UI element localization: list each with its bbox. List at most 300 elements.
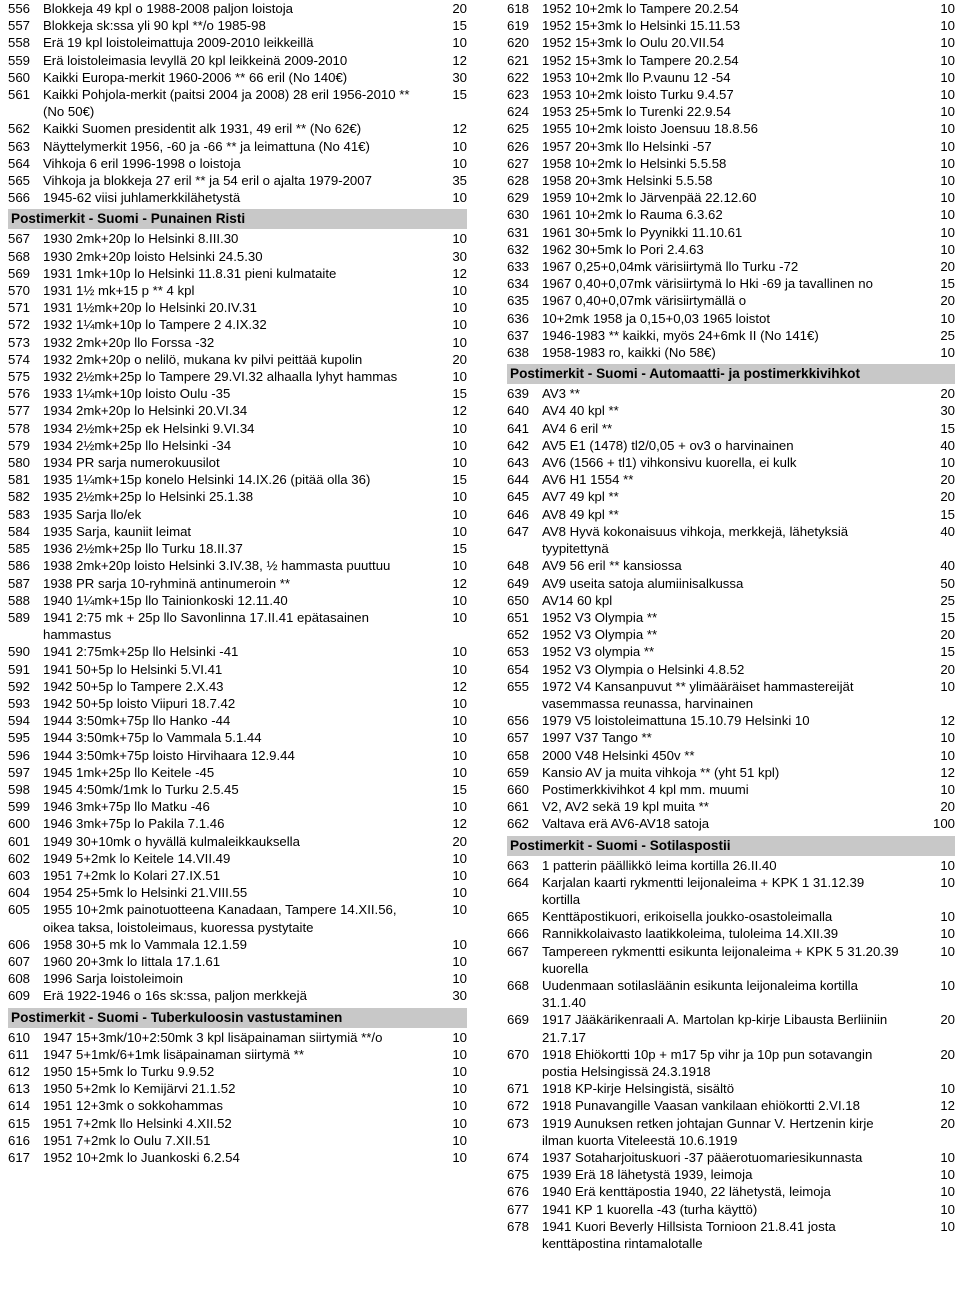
lot-number: 614 — [8, 1098, 31, 1114]
lot-price: 10 — [452, 317, 467, 333]
lot-number: 662 — [507, 816, 530, 832]
lot-number: 657 — [507, 730, 530, 746]
lot-price: 10 — [452, 713, 467, 729]
lot-price: 10 — [452, 730, 467, 746]
lot-entry — [8, 695, 467, 712]
lot-price: 10 — [452, 850, 467, 866]
lot-entry — [8, 351, 467, 368]
lot-description: 1951 7+2mk llo Helsinki 4.XII.52 — [43, 1115, 232, 1131]
lot-description: 1944 3:50mk+75p llo Hanko -44 — [43, 713, 231, 729]
lot-description: 1941 2:75 mk + 25p llo Savonlinna 17.II.41 epätasainen hammastus — [43, 609, 369, 643]
lot-price: 10 — [940, 69, 955, 85]
lot-entry — [507, 764, 955, 781]
lot-number: 640 — [507, 403, 530, 419]
lot-price: 20 — [940, 386, 955, 402]
lot-description: 1945 4:50mk/1mk lo Turku 2.5.45 — [43, 781, 239, 797]
lot-entry — [8, 850, 467, 867]
lot-entry — [8, 661, 467, 678]
lot-price: 12 — [452, 403, 467, 419]
lot-entry — [8, 155, 467, 172]
lot-price: 10 — [452, 138, 467, 154]
lot-price: 20 — [940, 627, 955, 643]
lot-price: 10 — [452, 644, 467, 660]
lot-entry — [507, 120, 955, 137]
lot-entry — [8, 1097, 467, 1114]
lot-number: 600 — [8, 816, 31, 832]
lot-entry — [8, 987, 467, 1004]
lot-entry — [8, 557, 467, 574]
lot-price: 15 — [452, 18, 467, 34]
lot-price: 10 — [940, 1218, 955, 1234]
lot-price: 20 — [940, 661, 955, 677]
lot-entry — [507, 437, 955, 454]
lot-entry — [8, 506, 467, 523]
lot-entry — [507, 798, 955, 815]
lot-entry — [8, 936, 467, 953]
lot-entry — [8, 575, 467, 592]
lot-description: AV7 49 kpl ** — [542, 489, 619, 505]
lot-entry — [507, 857, 955, 874]
lot-description: 1961 30+5mk lo Pyynikki 11.10.61 — [542, 224, 743, 240]
lot-entry — [507, 86, 955, 103]
lot-price: 10 — [452, 1081, 467, 1097]
lot-price: 10 — [452, 885, 467, 901]
lot-entry — [8, 1132, 467, 1149]
lot-entry — [8, 282, 467, 299]
lot-number: 590 — [8, 644, 31, 660]
lot-price: 10 — [452, 300, 467, 316]
lot-description: 1934 2½mk+25p ek Helsinki 9.VI.34 — [43, 420, 255, 436]
lot-description: Kansio AV ja muita vihkoja ** (yht 51 kpl) — [542, 764, 780, 780]
lot-price: 10 — [940, 1, 955, 16]
lot-number: 574 — [8, 351, 31, 367]
lot-price: 10 — [452, 231, 467, 247]
lot-number: 624 — [507, 104, 530, 120]
lot-entry — [507, 17, 955, 34]
lot-number: 578 — [8, 420, 31, 436]
lot-price: 20 — [940, 1046, 955, 1062]
lot-description: 1967 0,25+0,04mk värisiirtymä llo Turku -72 — [542, 259, 799, 275]
lot-description: Vihkoja 6 eril 1996-1998 o loistoja — [43, 155, 241, 171]
lot-price: 10 — [452, 420, 467, 436]
lot-price: 10 — [940, 52, 955, 68]
lot-description: V2, AV2 sekä 19 kpl muita ** — [542, 799, 709, 815]
lot-entry — [507, 402, 955, 419]
lot-description: Blokkeja 49 kpl o 1988-2008 paljon loistoja — [43, 1, 294, 16]
lot-price: 10 — [940, 874, 955, 890]
lot-description: 1945 1mk+25p llo Keitele -45 — [43, 764, 215, 780]
lot-number: 630 — [507, 207, 530, 223]
lot-entry — [507, 1046, 955, 1080]
lot-number: 633 — [507, 259, 530, 275]
lot-entry — [507, 52, 955, 69]
lot-description: 1949 5+2mk lo Keitele 14.VII.49 — [43, 850, 231, 866]
lot-number: 665 — [507, 909, 530, 925]
lot-price: 12 — [452, 816, 467, 832]
lot-entry — [8, 1080, 467, 1097]
lot-entry — [507, 310, 955, 327]
lot-entry — [507, 34, 955, 51]
lot-description: AV4 6 eril ** — [542, 420, 613, 436]
lot-number: 674 — [507, 1150, 530, 1165]
lot-price: 20 — [940, 472, 955, 488]
lot-price: 12 — [452, 121, 467, 137]
lot-description: 1932 1¼mk+10p lo Tampere 2 4.IX.32 — [43, 317, 267, 333]
lot-number: 571 — [8, 300, 31, 316]
lot-number: 654 — [507, 661, 530, 677]
lot-entry — [507, 258, 955, 275]
lot-number: 636 — [507, 310, 530, 326]
lot-entry — [8, 1029, 467, 1046]
lot-description: 1933 1¼mk+10p loisto Oulu -35 — [43, 386, 231, 402]
lot-number: 643 — [507, 455, 530, 471]
lot-description: 1934 PR sarja numerokuusilot — [43, 455, 220, 471]
lot-number: 671 — [507, 1081, 530, 1097]
lot-number: 562 — [8, 121, 31, 137]
lot-number: 629 — [507, 190, 530, 206]
lot-number: 634 — [507, 276, 530, 292]
lot-number: 670 — [507, 1046, 530, 1062]
lot-entry — [507, 292, 955, 309]
lot-number: 617 — [8, 1150, 31, 1165]
lot-price: 20 — [940, 1115, 955, 1131]
lot-price: 10 — [452, 799, 467, 815]
lot-description: 1949 30+10mk o hyvällä kulmaleikkauksella — [43, 833, 300, 849]
lot-description: AV3 ** — [542, 386, 580, 402]
lot-description: 1935 Sarja llo/ek — [43, 506, 142, 522]
lot-description: 10+2mk 1958 ja 0,15+0,03 1965 loistot — [542, 310, 771, 326]
lot-number: 607 — [8, 953, 31, 969]
lot-number: 581 — [8, 472, 31, 488]
lot-price: 15 — [940, 644, 955, 660]
lot-entry — [507, 977, 955, 1011]
lot-entry — [8, 230, 467, 247]
lot-price: 35 — [452, 173, 467, 189]
lot-price: 10 — [940, 224, 955, 240]
lot-price: 10 — [940, 121, 955, 137]
lot-price: 15 — [452, 781, 467, 797]
lot-description: 1934 2mk+20p lo Helsinki 20.VI.34 — [43, 403, 248, 419]
lot-price: 12 — [940, 713, 955, 729]
lot-description: 1937 Sotaharjoitusk​uori -37 pääerotuomariesikunnasta — [542, 1150, 863, 1165]
lot-price: 10 — [940, 104, 955, 120]
lot-description: 1942 50+5p loisto Viipuri 18.7.42 — [43, 695, 236, 711]
lot-description: 1952 V3 Olympia o Helsinki 4.8.52 — [542, 661, 745, 677]
section-header: Postimerkit - Suomi - Punainen Risti — [8, 209, 467, 229]
lot-entry — [8, 729, 467, 746]
lot-number: 580 — [8, 455, 31, 471]
lot-description: 1932 2mk+20p llo Forssa -32 — [43, 334, 215, 350]
lot-description: 1957 20+3mk llo Helsinki -57 — [542, 138, 712, 154]
lot-price: 20 — [452, 833, 467, 849]
lot-description: Rannikkolaivasto laatikkoleima, tuloleima 14.XII.39 — [542, 926, 839, 942]
lot-description: 1958 10+2mk lo Helsinki 5.5.58 — [542, 155, 727, 171]
lot-description: Erä loistoleimasia levyllä 20 kpl leikkeinä 2009-2010 — [43, 52, 348, 68]
lot-entry — [8, 120, 467, 137]
lot-number: 631 — [507, 224, 530, 240]
lot-description: 1934 2½mk+25p llo Helsinki -34 — [43, 437, 232, 453]
lot-number: 632 — [507, 241, 530, 257]
lot-entry — [8, 970, 467, 987]
lot-price: 20 — [940, 489, 955, 505]
lot-description: 1952 15+3mk lo Helsinki 15.11.53 — [542, 18, 741, 34]
lot-number: 669 — [507, 1012, 530, 1028]
lot-number: 598 — [8, 781, 31, 797]
lot-number: 608 — [8, 971, 31, 987]
lot-number: 655 — [507, 678, 530, 694]
lot-price: 15 — [452, 541, 467, 557]
lot-price: 10 — [940, 310, 955, 326]
lot-description: 1932 2mk+20p o nelilö, mukana kv pilvi peittää kupolin — [43, 351, 363, 367]
lot-description: 1941 Kuori Beverly Hillsista Tornioon 21.8.41 josta kenttäpostina rintamalotalle — [542, 1218, 836, 1252]
lot-number: 658 — [507, 747, 530, 763]
lot-price: 20 — [452, 351, 467, 367]
lot-entry — [507, 729, 955, 746]
lot-entry — [507, 557, 955, 574]
lot-entry — [507, 609, 955, 626]
lot-number: 592 — [8, 678, 31, 694]
lot-number: 656 — [507, 713, 530, 729]
lot-price: 30 — [452, 248, 467, 264]
lot-description: 1958-1983 ro, kaikki (No 58€) — [542, 345, 716, 361]
lot-number: 641 — [507, 420, 530, 436]
lot-entry — [507, 1115, 955, 1149]
lot-number: 647 — [507, 523, 530, 539]
left-column — [8, 0, 467, 1166]
lot-number: 644 — [507, 472, 530, 488]
lot-description: AV6 (1566 + tl1) vihkonsivu kuorella, ei kulk — [542, 455, 797, 471]
lot-price: 20 — [452, 1, 467, 16]
lot-description: 1940 1¼mk+15p llo Tainionkoski 12.11.40 — [43, 592, 288, 608]
lot-number: 605 — [8, 902, 31, 918]
lot-entry — [507, 1149, 955, 1166]
lot-number: 582 — [8, 489, 31, 505]
lot-price: 15 — [452, 386, 467, 402]
lot-price: 12 — [452, 678, 467, 694]
lot-description: 1931 1½mk+20p lo Helsinki 20.IV.31 — [43, 300, 257, 316]
lot-description: 1935 Sarja, kauniit leimat — [43, 523, 192, 539]
lot-description: 1947 5+1mk/6+1mk lisäpainaman siirtymä ** — [43, 1046, 304, 1062]
lot-price: 20 — [940, 293, 955, 309]
lot-number: 615 — [8, 1115, 31, 1131]
lot-number: 595 — [8, 730, 31, 746]
lot-entry — [8, 678, 467, 695]
lot-price: 10 — [940, 241, 955, 257]
lot-price: 10 — [452, 35, 467, 51]
lot-number: 559 — [8, 52, 31, 68]
lot-number: 594 — [8, 713, 31, 729]
lot-number: 557 — [8, 18, 31, 34]
lot-description: 1954 25+5mk lo Helsinki 21.VIII.55 — [43, 885, 248, 901]
lot-number: 610 — [8, 1029, 31, 1045]
lot-number: 651 — [507, 609, 530, 625]
lot-price: 10 — [452, 971, 467, 987]
lot-description: 1952 10+2mk lo Tampere 20.2.54 — [542, 1, 739, 16]
lot-entry — [507, 874, 955, 908]
lot-number: 652 — [507, 627, 530, 643]
lot-price: 10 — [452, 1029, 467, 1045]
lot-number: 616 — [8, 1132, 31, 1148]
lot-entry — [507, 592, 955, 609]
lot-entry — [507, 506, 955, 523]
lot-price: 40 — [940, 437, 955, 453]
lot-description: Uudenmaan sotilasläänin esikunta leijonaleima kortilla 31.1.40 — [542, 977, 858, 1011]
lot-price: 10 — [940, 173, 955, 189]
lot-description: 1952 15+3mk lo Oulu 20.VII.54 — [542, 35, 725, 51]
lot-number: 666 — [507, 926, 530, 942]
lot-description: 1938 PR sarja 10-ryhminä antinumeroin ** — [43, 575, 291, 591]
lot-number: 596 — [8, 747, 31, 763]
lot-entry — [8, 1063, 467, 1080]
lot-number: 618 — [507, 1, 530, 16]
lot-description: Kaikki Suomen presidentit alk 1931, 49 eril ** (No 62€) — [43, 121, 362, 137]
lot-price: 12 — [452, 575, 467, 591]
lot-price: 10 — [940, 747, 955, 763]
lot-description: 1950 5+2mk lo Kemijärvi 21.1.52 — [43, 1081, 236, 1097]
section-header: Postimerkit - Suomi - Tuberkuloosin vastustaminen — [8, 1008, 467, 1028]
lot-description: 1952 10+2mk lo Juankoski 6.2.54 — [43, 1150, 240, 1165]
lot-entry — [8, 609, 467, 643]
lot-price: 15 — [940, 420, 955, 436]
lot-description: 1953 10+2mk llo P.vaunu 12 -54 — [542, 69, 731, 85]
lot-price: 10 — [452, 953, 467, 969]
lot-price: 10 — [452, 190, 467, 206]
lot-number: 558 — [8, 35, 31, 51]
lot-number: 584 — [8, 523, 31, 539]
lot-entry — [8, 1149, 467, 1166]
lot-description: 1917 Jääkärikenraali A. Martolan kp-kirje Libausta Berliiniin 21.7.17 — [542, 1012, 888, 1045]
lot-price: 10 — [940, 87, 955, 103]
lot-entry — [507, 189, 955, 206]
lot-description: 2000 V48 Helsinki 450v ** — [542, 747, 695, 763]
lot-entry — [8, 17, 467, 34]
lot-price: 10 — [940, 207, 955, 223]
lot-description: AV8 49 kpl ** — [542, 506, 619, 522]
lot-number: 570 — [8, 283, 31, 299]
lot-number: 593 — [8, 695, 31, 711]
lot-number: 586 — [8, 558, 31, 574]
lot-price: 10 — [940, 138, 955, 154]
lot-entry — [507, 420, 955, 437]
lot-description: 1951 7+2mk lo Oulu 7.XII.51 — [43, 1132, 211, 1148]
lot-number: 639 — [507, 386, 530, 402]
lot-price: 12 — [940, 764, 955, 780]
lot-price: 15 — [940, 609, 955, 625]
lot-price: 10 — [452, 155, 467, 171]
lot-price: 25 — [940, 327, 955, 343]
lot-description: AV4 40 kpl ** — [542, 403, 619, 419]
lot-price: 10 — [940, 35, 955, 51]
lot-description: 1952 V3 Olympia ** — [542, 627, 658, 643]
lot-entry — [8, 953, 467, 970]
lot-number: 648 — [507, 558, 530, 574]
lot-number: 572 — [8, 317, 31, 333]
lot-description: Blokkeja sk:ssa yli 90 kpl **/o 1985-98 — [43, 18, 266, 34]
lot-description: 1946 3mk+75p lo Pakila 7.1.46 — [43, 816, 225, 832]
lot-entry — [507, 1097, 955, 1114]
lot-entry — [8, 764, 467, 781]
lot-entry — [8, 884, 467, 901]
lot-entry — [8, 86, 467, 120]
lot-description: 1959 10+2mk lo Järvenpää 22.12.60 — [542, 190, 757, 206]
lot-description: 1945-62 viisi juhlamerkkilähetystä — [43, 190, 241, 206]
lot-description: Erä 19 kpl loistoleimattuja 2009-2010 leikkeillä — [43, 35, 314, 51]
lot-entry — [8, 454, 467, 471]
section-header: Postimerkit - Suomi - Automaatti- ja postimerkkivihkot — [507, 364, 955, 384]
lot-entry — [507, 206, 955, 223]
lot-price: 10 — [940, 345, 955, 361]
lot-price: 20 — [940, 1012, 955, 1028]
lot-entry — [507, 626, 955, 643]
lot-description: 1946-1983 ** kaikki, myös 24+6mk II (No 141€) — [542, 327, 819, 343]
lot-number: 649 — [507, 575, 530, 591]
lot-entry — [8, 471, 467, 488]
lot-entry — [507, 925, 955, 942]
lot-number: 667 — [507, 943, 530, 959]
lot-entry — [507, 385, 955, 402]
lot-entry — [507, 1183, 955, 1200]
lot-entry — [8, 420, 467, 437]
lot-price: 15 — [452, 87, 467, 103]
lot-description: 1941 KP 1 kuorella -43 (turha käyttö) — [542, 1201, 758, 1217]
lot-number: 589 — [8, 609, 31, 625]
lot-price: 10 — [940, 1150, 955, 1165]
lot-price: 10 — [940, 977, 955, 993]
lot-description: 1958 30+5 mk lo Vammala 12.1.59 — [43, 936, 247, 952]
lot-price: 12 — [452, 52, 467, 68]
lot-number: 626 — [507, 138, 530, 154]
lot-description: Erä 1922-1946 o 16s sk:ssa, paljon merkkejä — [43, 988, 307, 1004]
lot-description: Postimerkkivihkot 4 kpl mm. muumi — [542, 781, 749, 797]
lot-entry — [507, 69, 955, 86]
lot-number: 637 — [507, 327, 530, 343]
lot-description: 1953 25+5mk lo Turenki 22.9.54 — [542, 104, 731, 120]
lot-description: 1960 20+3mk lo Iittala 17.1.61 — [43, 953, 221, 969]
lot-description: 1940 Erä kenttäpostia 1940, 22 lähetystä, leimoja — [542, 1184, 831, 1200]
lot-number: 673 — [507, 1115, 530, 1131]
lot-price: 100 — [932, 816, 955, 832]
lot-price: 10 — [940, 926, 955, 942]
lot-number: 575 — [8, 369, 31, 385]
lot-price: 15 — [940, 276, 955, 292]
lot-entry — [8, 437, 467, 454]
lot-description: 1952 V3 olympia ** — [542, 644, 655, 660]
lot-entry — [507, 327, 955, 344]
lot-price: 10 — [452, 334, 467, 350]
lot-number: 591 — [8, 661, 31, 677]
lot-price: 10 — [452, 523, 467, 539]
lot-entry — [8, 248, 467, 265]
lot-description: 1997 V37 Tango ** — [542, 730, 652, 746]
lot-price: 40 — [940, 558, 955, 574]
lot-entry — [507, 0, 955, 17]
lot-number: 650 — [507, 592, 530, 608]
lot-number: 612 — [8, 1063, 31, 1079]
lot-number: 563 — [8, 138, 31, 154]
lot-number: 613 — [8, 1081, 31, 1097]
lot-description: 1931 1mk+10p lo Helsinki 11.8.31 pieni kulmataite — [43, 265, 337, 281]
lot-description: 1952 V3 Olympia ** — [542, 609, 658, 625]
lot-number: 565 — [8, 173, 31, 189]
lot-description: 1 patterin päällikkö leima kortilla 26.II.40 — [542, 857, 777, 873]
lot-description: AV5 E1 (1478) tl2/0,05 + ov3 o harvinainen — [542, 437, 794, 453]
lot-description: 1935 1¼mk+15p konelo Helsinki 14.IX.26 (pitää olla 36) — [43, 472, 371, 488]
lot-entry — [507, 575, 955, 592]
lot-entry — [507, 172, 955, 189]
lot-price: 10 — [940, 1167, 955, 1183]
lot-number: 672 — [507, 1098, 530, 1114]
lot-number: 676 — [507, 1184, 530, 1200]
